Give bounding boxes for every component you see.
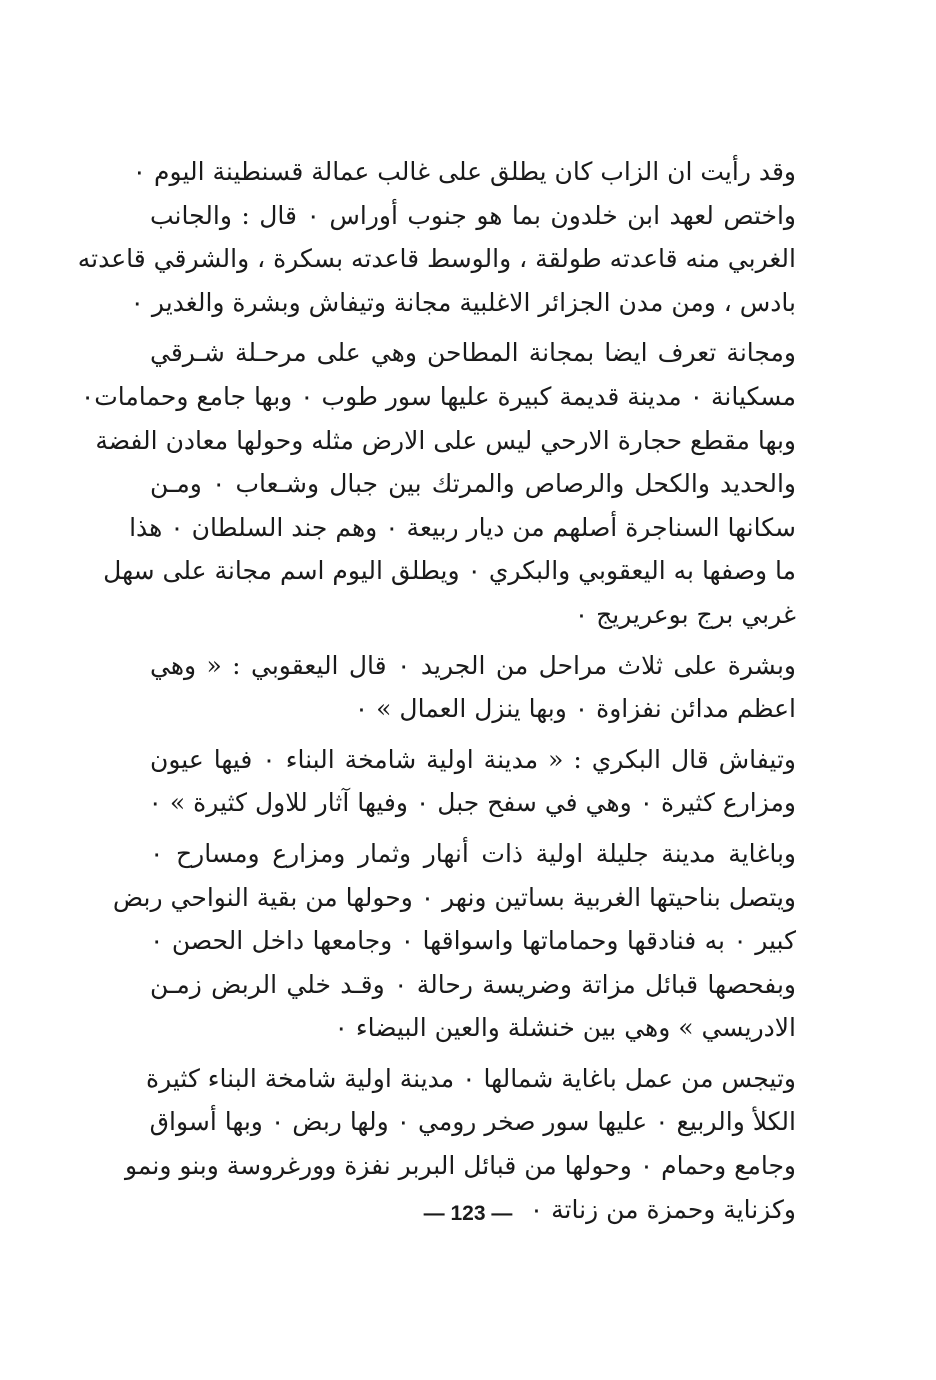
text-line: وتيفاش قال البكري : « مدينة اولية شامخة البناء ٠ فيها عيون (150, 744, 796, 774)
page-number: — 123 — (423, 1202, 513, 1225)
paragraph (150, 738, 796, 825)
text-line: وجامع وحمام ٠ وحولها من قبائل البربر نفزة وورغروسة وبنو ونمو (125, 1151, 796, 1181)
text-line: بادس ، ومن مدن الجزائر الاغلبية مجانة وتيفاش وبشرة والغدير ٠ (130, 287, 796, 317)
text-line: كبير ٠ به فنادقها وحماماتها واسواقها ٠ وجامعها داخل الحصن ٠ (150, 926, 796, 956)
text-line: الغربي منه قاعدته طولقة ، والوسط قاعدته بسكرة ، والشرقي قاعدته (77, 244, 796, 274)
text-line: وبشرة على ثلاث مراحل من الجريد ٠ قال اليعقوبي : « وهي (150, 650, 796, 680)
text-line: الادريسي » وهي بين خنشلة والعين البيضاء ٠ (334, 1013, 796, 1043)
text-line: مسكيانة ٠ مدينة قديمة كبيرة عليها سور طوب ٠ وبها جامع وحمامات٠ (80, 381, 796, 411)
text-line: اعظم مدائن نفزاوة ٠ وبها ينزل العمال » ٠ (354, 694, 796, 724)
text-line: ومجانة تعرف ايضا بمجانة المطاحن وهي على مرحـلة شـرقي (150, 338, 796, 368)
text-line: ويتصل بناحيتها الغربية بساتين ونهر ٠ وحولها من بقية النواحي ربض (112, 882, 796, 912)
paragraph (77, 150, 796, 324)
text-line: وكزناية وحمزة من زناتة ٠ (529, 1194, 796, 1224)
text-line: سكانها السناجرة أصلهم من ديار ربيعة ٠ وهم جند السلطان ٠ هذا (129, 512, 796, 542)
text-line: وباغاية مدينة جليلة اولية ذات أنهار وثمار ومزارع ومسارح ٠ (150, 838, 796, 868)
text-line: ما وصفها به اليعقوبي والبكري ٠ ويطلق اليوم اسم مجانة على سهل (103, 556, 796, 586)
text-line: وقد رأيت ان الزاب كان يطلق على غالب عمالة قسنطينة اليوم ٠ (132, 157, 796, 186)
text-line: واختص لعهد ابن خلدون بما هو جنوب أوراس ٠ قال : والجانب (150, 200, 796, 230)
text-line: الكلأ والربيع ٠ عليها سور صخر رومي ٠ ولها ربض ٠ وبها أسواق (149, 1107, 796, 1137)
text-line: ومزارع كثيرة ٠ وهي في سفح جبل ٠ وفيها آثار للاول كثيرة » ٠ (148, 788, 796, 818)
text-line: والحديد والكحل والرصاص والمرتك بين جبال وشـعاب ٠ ومـن (150, 469, 797, 499)
text-line: وتيجس من عمل باغاية شمالها ٠ مدينة اولية شامخة البناء كثيرة (145, 1063, 796, 1093)
paragraph (150, 644, 796, 731)
text-line: وبها مقطع حجارة الارحي ليس على الارض مثله وحولها معادن الفضة (95, 425, 796, 455)
page-body (77, 150, 797, 1238)
paragraph (80, 331, 797, 636)
text-line: وبفحصها قبائل مزاتة وضريسة رحالة ٠ وقـد خلي الربض زمـن (150, 969, 796, 999)
paragraph (112, 832, 796, 1050)
text-line: غربي برج بوعريريج ٠ (574, 599, 796, 629)
